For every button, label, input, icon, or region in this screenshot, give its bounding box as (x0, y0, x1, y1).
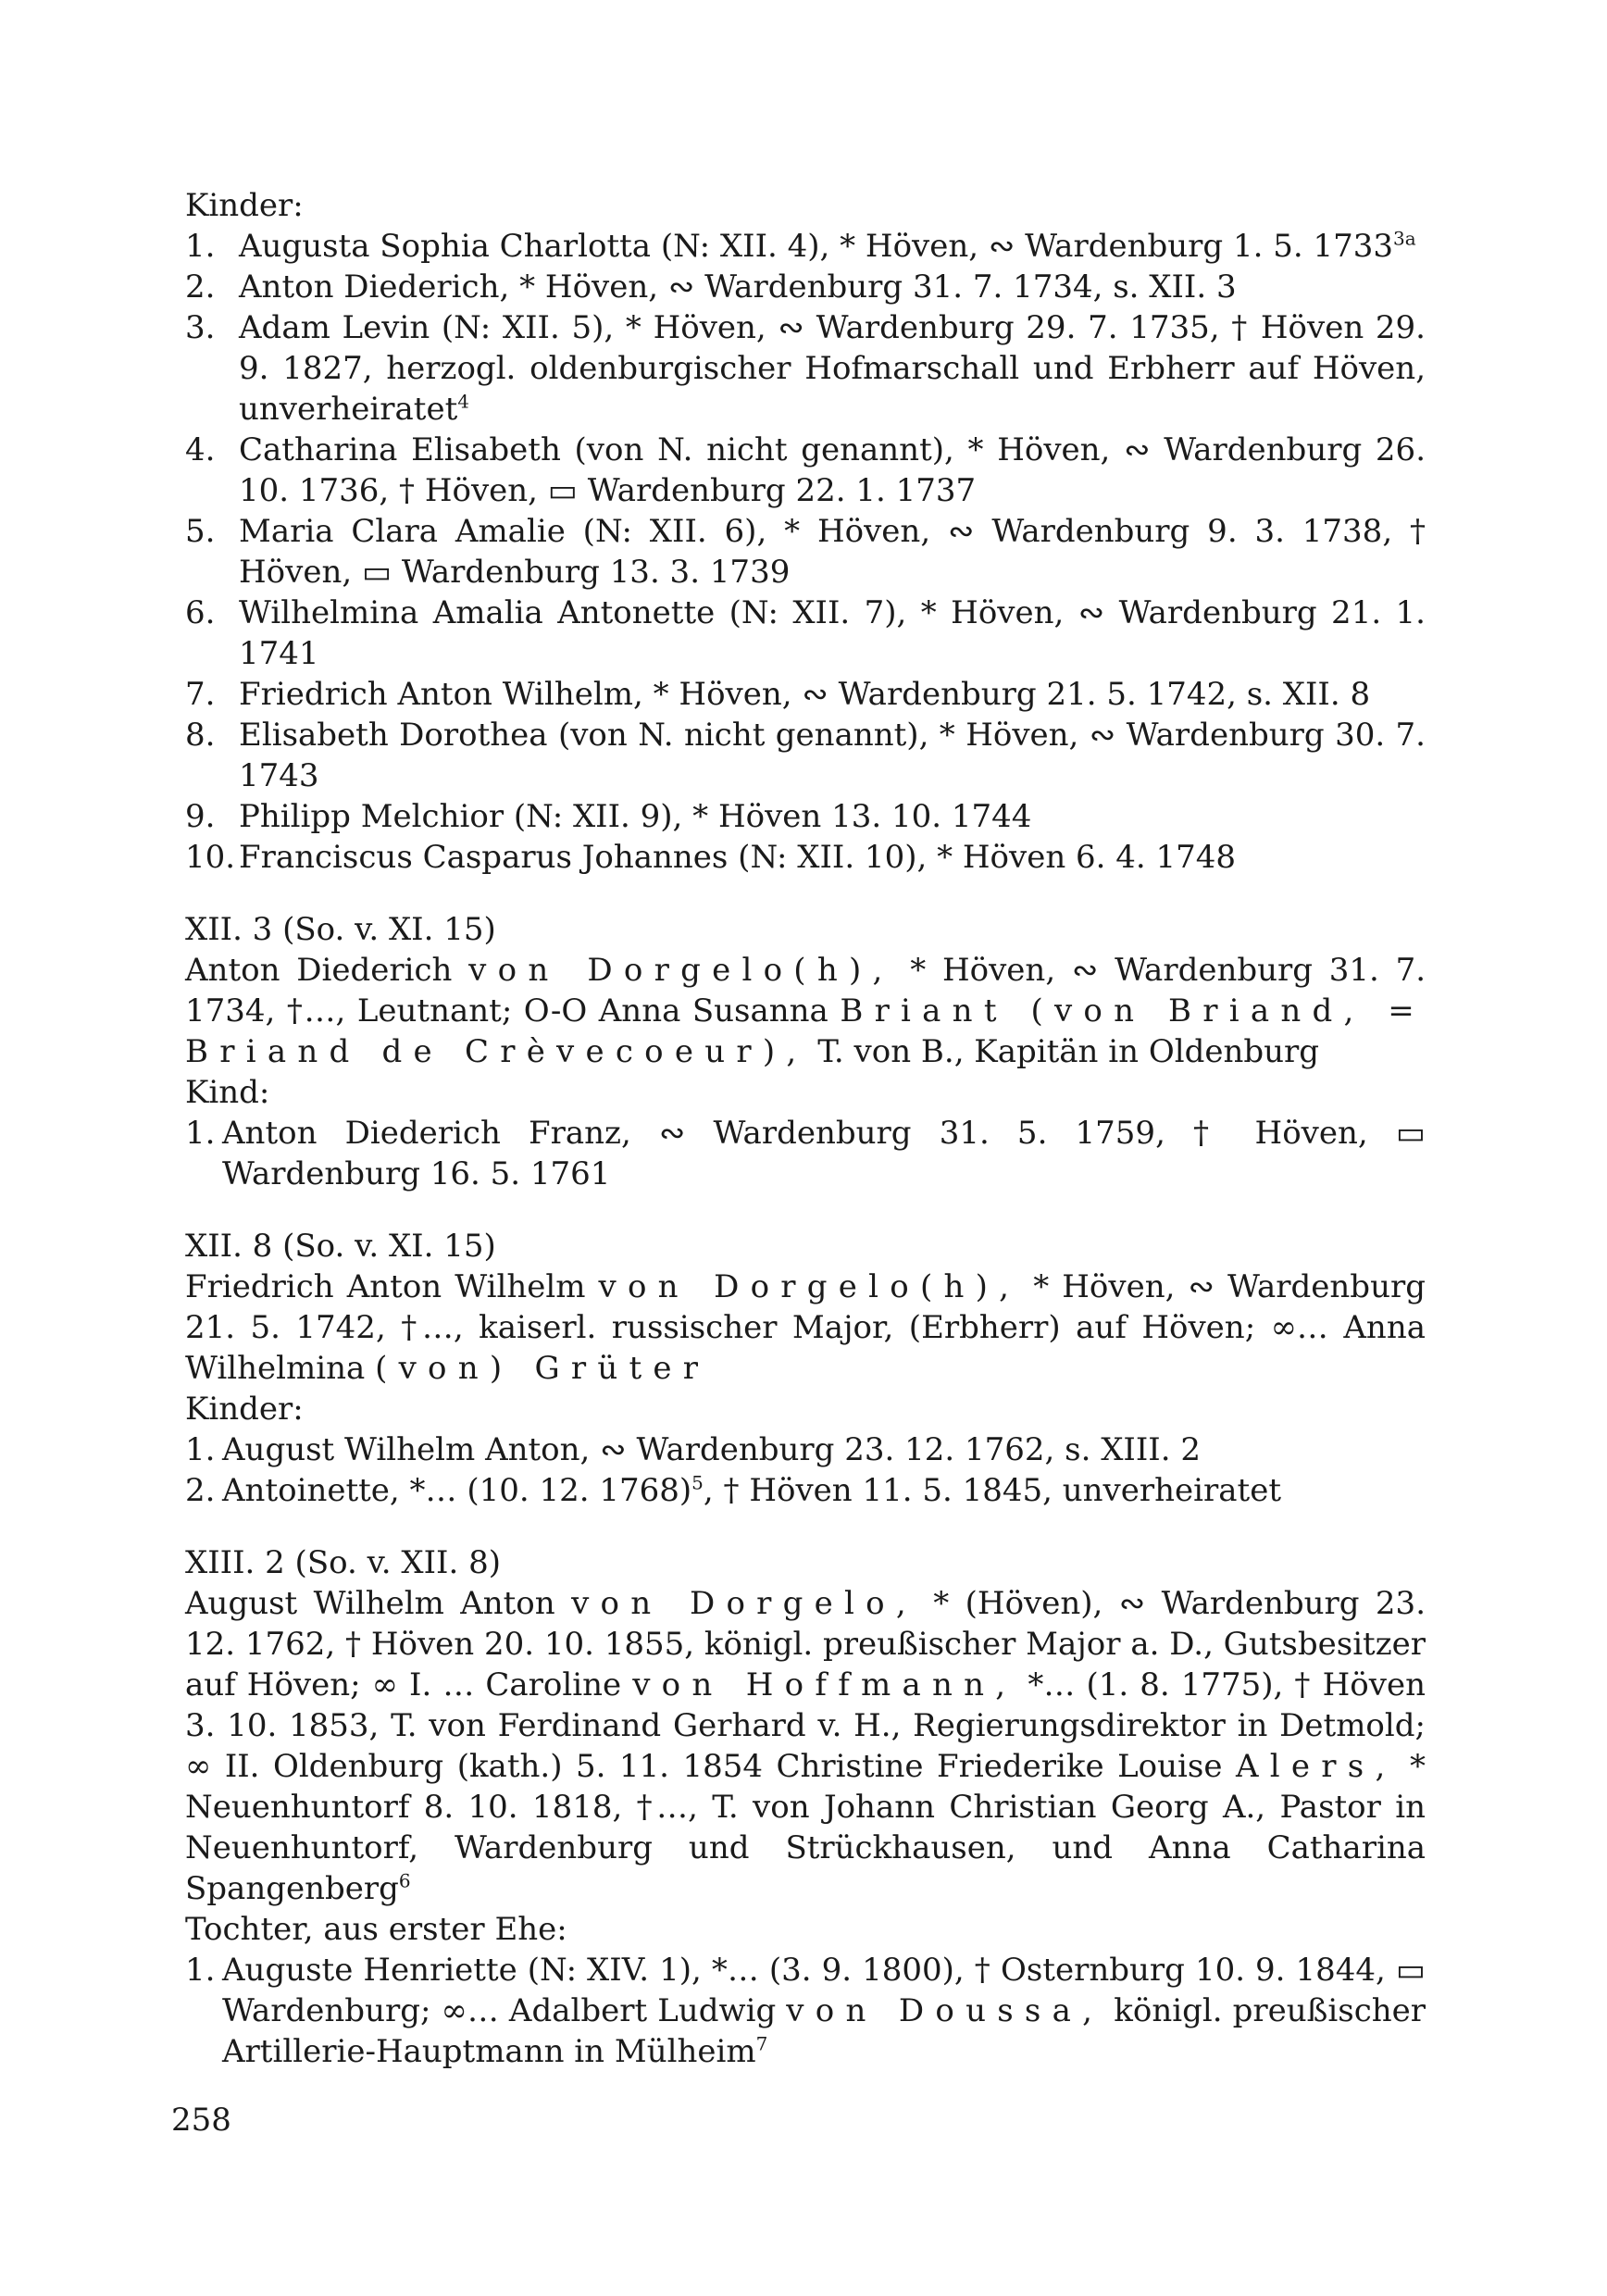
list-item (185, 1470, 1426, 1511)
item-number: 7. (185, 676, 216, 713)
item-text: Catharina Elisabeth (von N. nicht genannt), * Höven, ∾ Wardenburg 26. 10. 1736, † Höven, ▭ Wardenburg 22. 1. 1737 (239, 431, 1426, 509)
spouse-name: (von) Grüter (375, 1350, 710, 1387)
item-number: 5. (185, 513, 216, 550)
item-number: 10. (185, 839, 236, 876)
item-text: Anton Diederich Franz, ∾ Wardenburg 31. 5. 1759, † Höven, ▭ Wardenburg 16. 5. 1761 (222, 1115, 1426, 1192)
item-text: Anton Diederich, * Höven, ∾ Wardenburg 31. 7. 1734, s. XII. 3 (239, 268, 1237, 306)
footnote-ref: 3a (1393, 227, 1416, 250)
family-name: von Dorgelo, (571, 1585, 917, 1622)
children-heading: Tochter, aus erster Ehe: (185, 1911, 567, 1948)
spouse-name: von Hoffmann, (632, 1666, 1017, 1703)
item-text: Adam Levin (N: XII. 5), * Höven, ∾ Wardenburg 29. 7. 1735, † Höven 29. 9. 1827, herzogl. oldenburgischer Hofmarschall und Erbherr auf Höven, unverheiratet$^4$ (239, 309, 1426, 428)
item-number: 1. (185, 1115, 216, 1152)
list-item (185, 593, 1426, 674)
item-text: Elisabeth Dorothea (von N. nicht genannt), * Höven, ∾ Wardenburg 30. 7. 1743 (239, 717, 1426, 794)
footnote-ref: 7 (755, 2032, 768, 2055)
page-number: 258 (171, 2102, 231, 2139)
spouse-name: Alers, (1236, 1748, 1397, 1785)
list-item (185, 307, 1426, 430)
item-text: Philipp Melchior (N: XII. 9), * Höven 13. 10. 1744 (239, 798, 1032, 835)
children-heading: Kind: (185, 1074, 270, 1111)
section-heading-xii-8: XII. 8 (So. v. XI. 15) (185, 1228, 496, 1265)
item-text: Friedrich Anton Wilhelm, * Höven, ∾ Wardenburg 21. 5. 1742, s. XII. 8 (239, 676, 1371, 713)
list-item (185, 1113, 1426, 1194)
item-text: Antoinette, *… (10. 12. 1768)$^5$, † Höven 11. 5. 1845, unverheiratet (222, 1471, 1281, 1509)
item-number: 1. (185, 1431, 216, 1468)
list-item (185, 267, 1426, 307)
children-heading: Kinder: (185, 187, 304, 224)
footnote-ref: 5 (691, 1471, 704, 1494)
family-name: von Dorgelo(h), (468, 952, 894, 989)
spouse-name: Briant (von Briand, = Briand de Crèvecoeur), (185, 992, 1426, 1070)
list-item (185, 837, 1426, 878)
item-text: Wilhelmina Amalia Antonette (N: XII. 7), * Höven, ∾ Wardenburg 21. 1. 1741 (239, 594, 1426, 672)
spouse-name: von Doussa, (786, 1992, 1104, 2029)
list-item (185, 226, 1426, 267)
genealogy-text (185, 185, 1426, 2072)
item-number: 1. (185, 228, 216, 265)
item-number: 2. (185, 268, 216, 306)
item-number: 8. (185, 717, 216, 754)
footnote-ref: 4 (457, 390, 469, 413)
entry-paragraph: August Wilhelm Anton von Dorgelo, * (Höven), ∾ Wardenburg 23. 12. 1762, † Höven 20. 10. 1855, königl. preußischer Major a. D., Gutsbesitzer auf Höven; ∞ I. … Caroline von Hoffmann, *… (1. 8. 1775), † Höven 3. 10. 1853, T. von Ferdinand Gerhard v. H., Regierungsdirektor in Detmold; ∞ II. Oldenburg (kath.) 5. 11. 1854 Christine Friederike Louise Alers, * Neuenhuntorf 8. 10. 1818, †…, T. von Johann Christian Georg A., Pastor in Neuenhuntorf, Wardenburg und Strückhausen, und Anna Catharina Spangenberg$^6$ (185, 1585, 1426, 1907)
list-item (185, 715, 1426, 796)
family-name: von Dorgelo(h), (598, 1268, 1021, 1305)
item-text: Augusta Sophia Charlotta (N: XII. 4), * Höven, ∾ Wardenburg 1. 5. $1733^{3a}$ (239, 227, 1416, 265)
item-number: 2. (185, 1472, 216, 1509)
item-text: August Wilhelm Anton, ∾ Wardenburg 23. 12. 1762, s. XIII. 2 (222, 1431, 1201, 1468)
footnote-ref: 6 (398, 1869, 411, 1892)
entry-paragraph: Friedrich Anton Wilhelm von Dorgelo(h), * Höven, ∾ Wardenburg 21. 5. 1742, †…, kaiserl. russischer Major, (Erbherr) auf Höven; ∞… Anna Wilhelmina (von) Grüter (185, 1268, 1426, 1387)
item-text: Auguste Henriette (N: XIV. 1), *… (3. 9. 1800), † Osternburg 10. 9. 1844, ▭ Wardenburg; ∞… Adalbert Ludwig von Doussa, königl. preußischer Artillerie-Hauptmann in Mülheim$^7$ (222, 1952, 1426, 2070)
item-number: 6. (185, 594, 216, 631)
entry-paragraph: Anton Diederich von Dorgelo(h), * Höven, ∾ Wardenburg 31. 7. 1734, †…, Leutnant; O-O Anna Susanna Briant (von Briand, = Briand de Crèvecoeur), T. von B., Kapitän in Oldenburg (185, 952, 1426, 1070)
section-heading-xiii-2: XIII. 2 (So. v. XII. 8) (185, 1544, 501, 1581)
list-item (185, 511, 1426, 593)
item-number: 4. (185, 431, 216, 468)
list-item (185, 674, 1426, 715)
children-heading: Kinder: (185, 1391, 304, 1428)
item-text: Maria Clara Amalie (N: XII. 6), * Höven, ∾ Wardenburg 9. 3. 1738, † Höven, ▭ Wardenburg 13. 3. 1739 (239, 513, 1426, 591)
list-item (185, 1950, 1426, 2072)
list-item (185, 1429, 1426, 1470)
item-number: 1. (185, 1952, 216, 1989)
list-item (185, 796, 1426, 837)
list-item (185, 430, 1426, 511)
item-number: 3. (185, 309, 216, 346)
item-number: 9. (185, 798, 216, 835)
item-text: Franciscus Casparus Johannes (N: XII. 10), * Höven 6. 4. 1748 (239, 839, 1237, 876)
section-heading-xii-3: XII. 3 (So. v. XI. 15) (185, 911, 496, 948)
